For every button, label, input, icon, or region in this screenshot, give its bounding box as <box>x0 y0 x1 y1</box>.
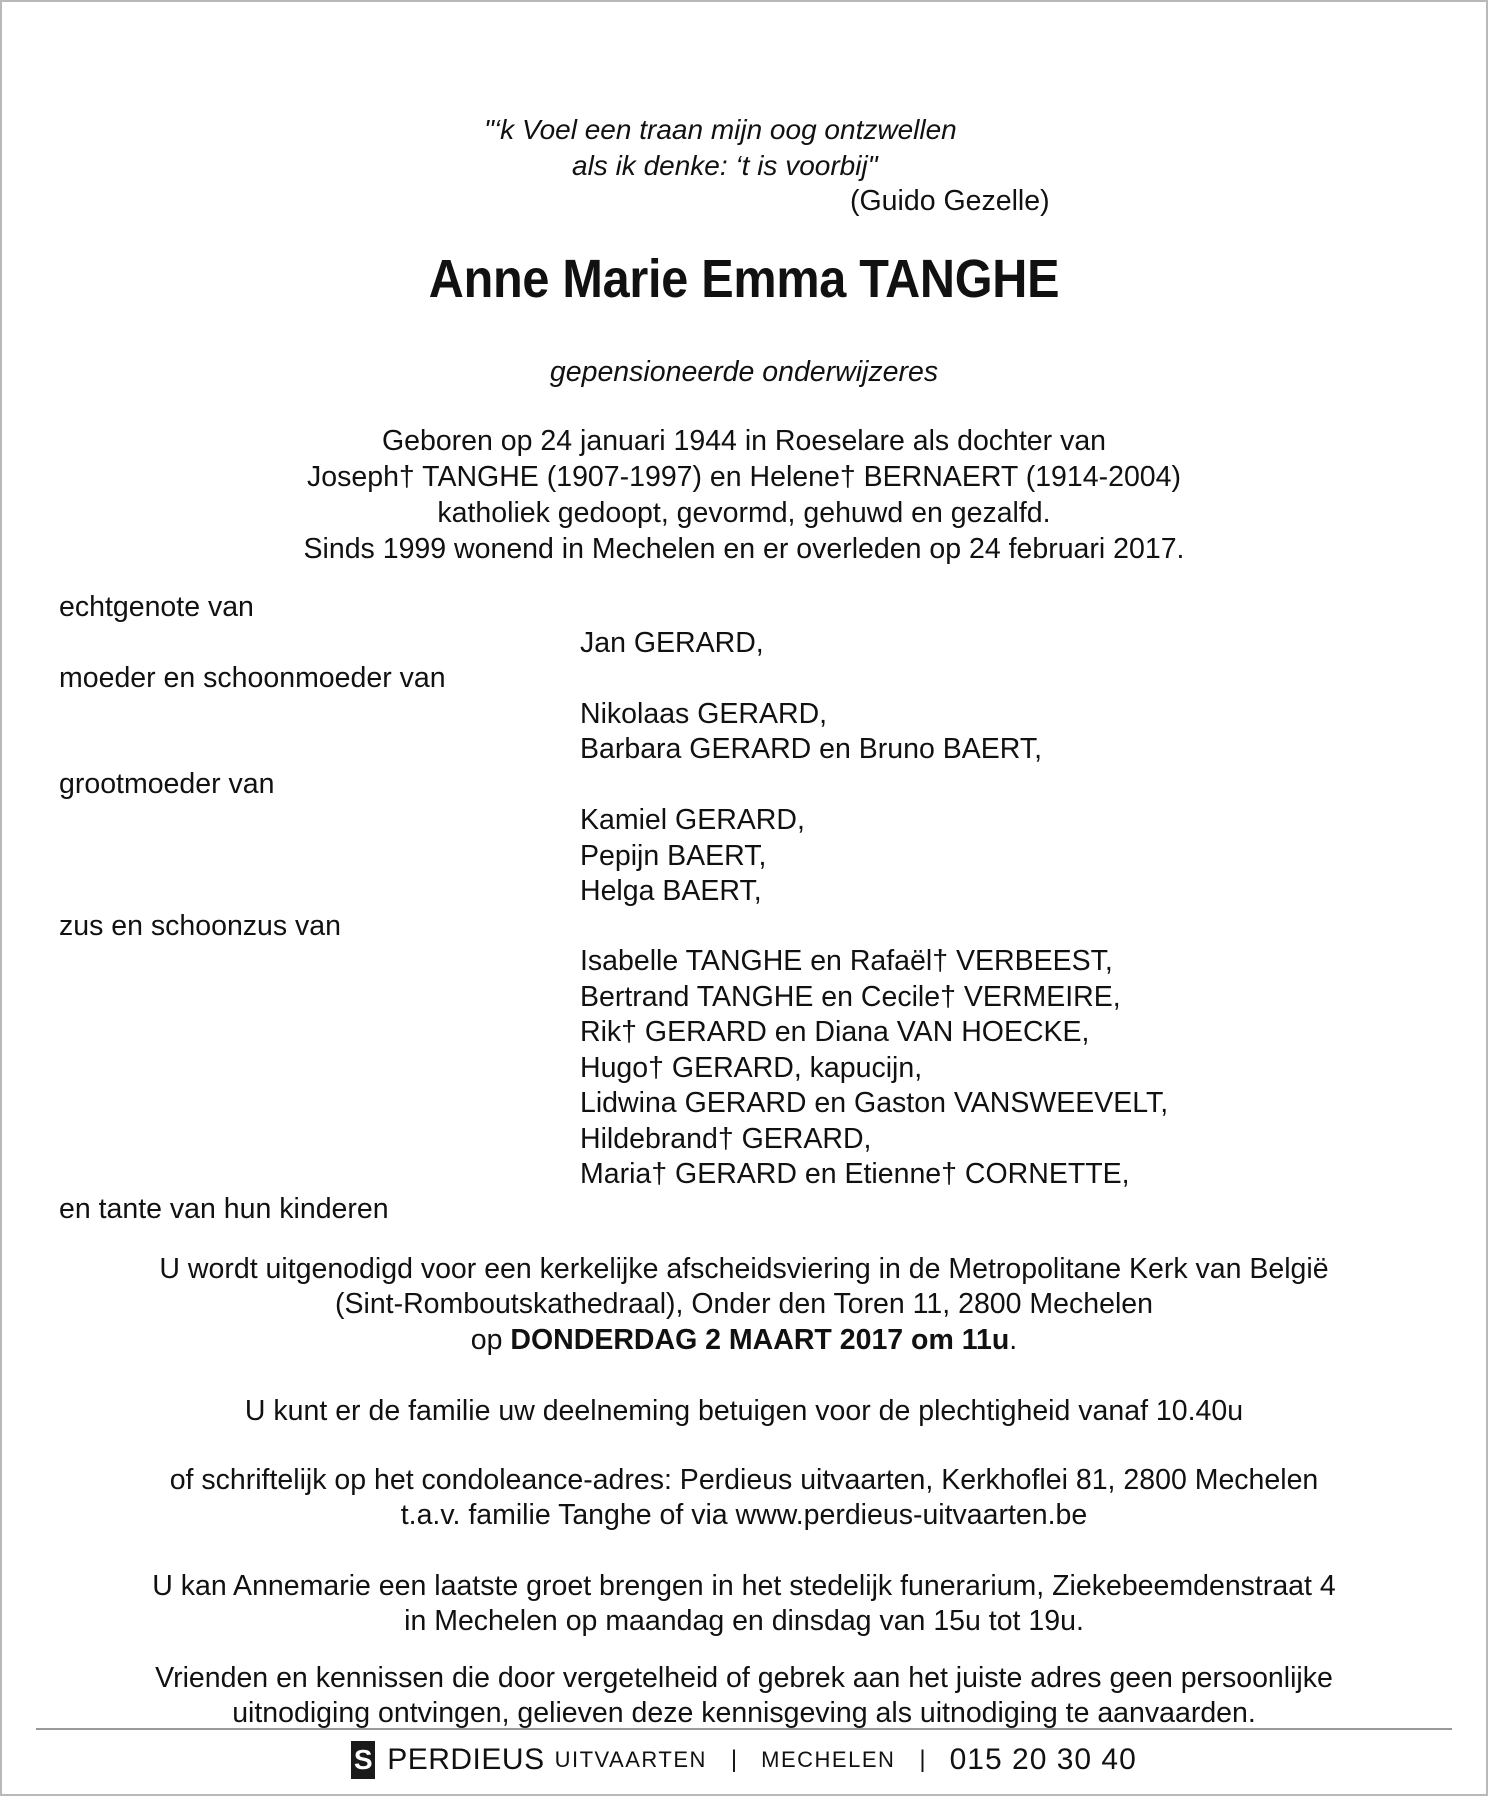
footer <box>0 1737 1488 1783</box>
quote-line-2: als ik denke: ‘t is voorbij" <box>572 150 878 181</box>
perdieus-logo-icon <box>351 1741 375 1779</box>
role-sister: zus en schoonzus van <box>59 910 342 942</box>
role-aunt: en tante van hun kinderen <box>59 1193 389 1225</box>
bio-line: Geboren op 24 januari 1944 in Roeselare als dochter van <box>381 425 1107 457</box>
family-name: Isabelle TANGHE en Rafaël† VERBEEST, <box>580 945 1113 977</box>
family-name: Jan GERARD, <box>580 627 764 659</box>
footer-brand: PERDIEUS <box>387 1743 545 1776</box>
notice-line: uitnodiging ontvingen, gelieven deze kennisgeving als uitnodiging te aanvaarden. <box>232 1697 1256 1729</box>
footer-phone: 015 20 30 40 <box>949 1743 1137 1776</box>
family-name: Barbara GERARD en Bruno BAERT, <box>580 733 1043 765</box>
footer-brand-sub: UITVAARTEN <box>554 1747 707 1772</box>
condolence-line: U kunt er de familie uw deelneming betuigen voor de plechtigheid vanaf 10.40u <box>244 1395 1244 1427</box>
family-name: Pepijn BAERT, <box>580 840 767 872</box>
footer-separator: | <box>730 1746 738 1773</box>
family-name: Rik† GERARD en Diana VAN HOECKE, <box>580 1016 1090 1048</box>
family-name: Nikolaas GERARD, <box>580 698 828 730</box>
family-name: Helga BAERT, <box>580 875 762 907</box>
quote-line-1: "‘k Voel een traan mijn oog ontzwellen <box>484 114 957 145</box>
quote-author: (Guido Gezelle) <box>850 185 1050 217</box>
role-grandmother: grootmoeder van <box>59 768 275 800</box>
viewing-line: in Mechelen op maandag en dinsdag van 15u tot 19u. <box>404 1605 1084 1637</box>
service-date: op DONDERDAG 2 MAART 2017 om 11u. <box>470 1324 1018 1356</box>
family-name: Kamiel GERARD, <box>580 804 805 836</box>
bio-line: katholiek gedoopt, gevormd, gehuwd en gezalfd. <box>437 497 1051 529</box>
condolence-line: t.a.v. familie Tanghe of via www.perdieus-uitvaarten.be <box>400 1499 1088 1531</box>
family-name: Maria† GERARD en Etienne† CORNETTE, <box>580 1158 1130 1190</box>
footer-separator: | <box>919 1746 926 1773</box>
condolence-line: of schriftelijk op het condoleance-adres: Perdieus uitvaarten, Kerkhoflei 81, 2800 Mechelen <box>169 1464 1319 1496</box>
footer-city: MECHELEN <box>761 1747 896 1772</box>
service-line: U wordt uitgenodigd voor een kerkelijke afscheidsviering in de Metropolitane Kerk van België <box>159 1253 1329 1285</box>
role-mother: moeder en schoonmoeder van <box>59 662 446 694</box>
family-name: Bertrand TANGHE en Cecile† VERMEIRE, <box>580 981 1121 1013</box>
deceased-profession: gepensioneerde onderwijzeres <box>549 356 939 388</box>
deceased-name: Anne Marie Emma TANGHE <box>428 249 1060 309</box>
service-line: (Sint-Romboutskathedraal), Onder den Toren 11, 2800 Mechelen <box>334 1288 1153 1320</box>
family-name: Lidwina GERARD en Gaston VANSWEEVELT, <box>580 1087 1169 1119</box>
role-spouse: echtgenote van <box>59 591 254 623</box>
footer-divider <box>36 1728 1452 1730</box>
bio-line: Sinds 1999 wonend in Mechelen en er overleden op 24 februari 2017. <box>303 533 1185 565</box>
family-name: Hugo† GERARD, kapucijn, <box>580 1052 923 1084</box>
notice-line: Vrienden en kennissen die door vergetelheid of gebrek aan het juiste adres geen persoonlijke <box>155 1662 1333 1694</box>
bio-line: Joseph† TANGHE (1907-1997) en Helene† BERNAERT (1914-2004) <box>307 461 1181 493</box>
family-name: Hildebrand† GERARD, <box>580 1123 872 1155</box>
viewing-line: U kan Annemarie een laatste groet brengen in het stedelijk funerarium, Ziekebeemdenstraat 4 <box>152 1570 1336 1602</box>
